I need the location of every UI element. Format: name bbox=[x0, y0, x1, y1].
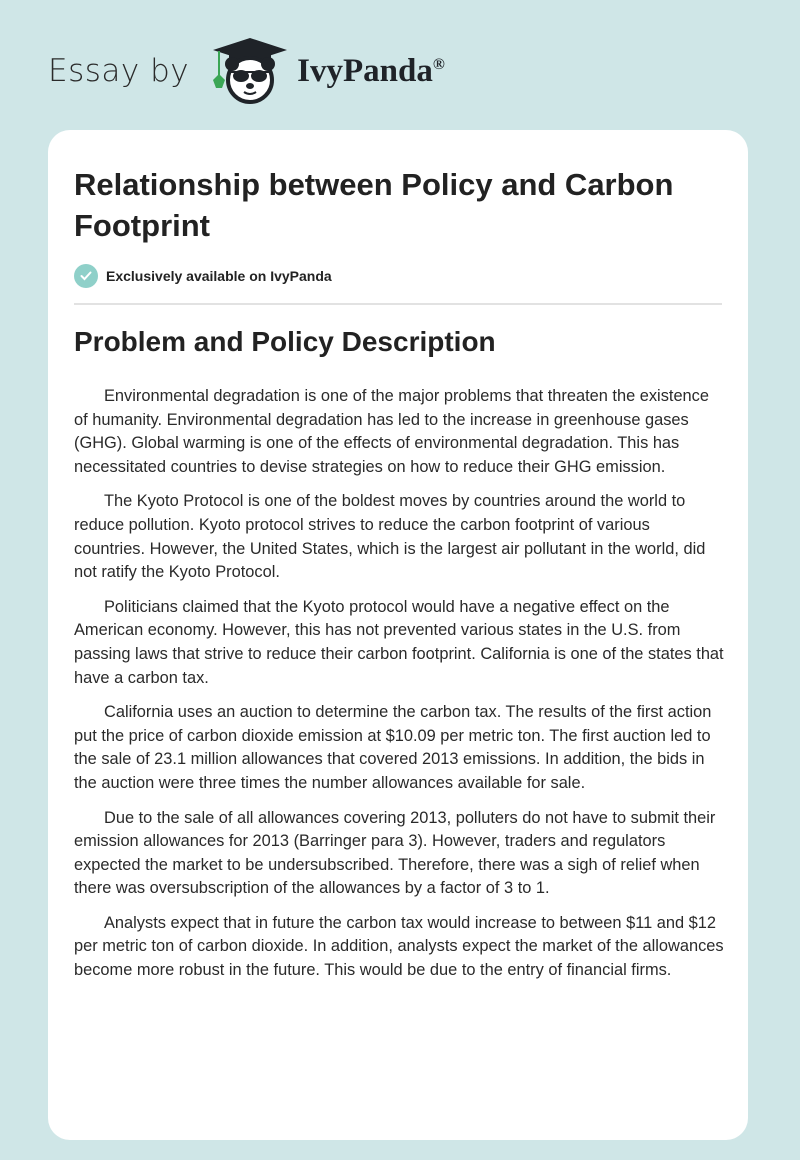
essay-body bbox=[74, 385, 724, 994]
divider bbox=[74, 303, 722, 305]
essay-by-label: Essay by bbox=[48, 53, 190, 89]
exclusive-badge bbox=[74, 264, 332, 288]
essay-title: Relationship between Policy and Carbon Footprint bbox=[74, 167, 674, 243]
paragraph: Politicians claimed that the Kyoto protocol would have a negative effect on the American economy. However, this has not prevented various states in the U.S. from passing laws that strive to reduce their carbon footprint. California is one of the states that have a carbon tax. bbox=[74, 597, 724, 687]
exclusive-label: Exclusively available on IvyPanda bbox=[106, 268, 332, 284]
brand-text: IvyPanda bbox=[297, 52, 433, 89]
registered-mark: ® bbox=[432, 55, 445, 73]
paragraph: Environmental degradation is one of the major problems that threaten the existence of humanity. Environmental degradation has led to the increase in greenhouse gases (GHG). Global warming is one of the effects of environmental degradation. This has necessitated countries to devise strategies on how to reduce their GHG emission. bbox=[74, 387, 709, 476]
check-icon bbox=[74, 264, 98, 288]
brand-name bbox=[297, 53, 445, 90]
section-heading: Problem and Policy Description bbox=[74, 326, 496, 357]
paragraph: Analysts expect that in future the carbon tax would increase to between $11 and $12 per metric ton of carbon dioxide. In addition, analysts expect the market of the allowances become more robust in the future. This would be due to the entry of financial firms. bbox=[74, 913, 724, 980]
paragraph: Due to the sale of all allowances covering 2013, polluters do not have to submit their emission allowances for 2013 (Barringer para 3). However, traders and regulators expected the market to be undersubscribed. Therefore, there was a sigh of relief when there was oversubscription of the allowances by a factor of 3 to 1. bbox=[74, 808, 716, 898]
ivypanda-logo-icon[interactable] bbox=[207, 36, 293, 106]
brand-header bbox=[48, 36, 445, 106]
essay-card bbox=[48, 130, 748, 1140]
paragraph: The Kyoto Protocol is one of the boldest moves by countries around the world to reduce pollution. Kyoto protocol strives to reduce the carbon footprint of various countries. However, the United States, which is the largest air pollutant in the world, did not ratify the Kyoto Protocol. bbox=[74, 492, 706, 582]
paragraph: California uses an auction to determine the carbon tax. The results of the first action put the price of carbon dioxide emission at $10.09 per metric ton. The first auction led to the sale of 23.1 million allowances that covered 2013 emissions. In addition, the bids in the auction were three times the number allowances available for sale. bbox=[74, 703, 712, 792]
